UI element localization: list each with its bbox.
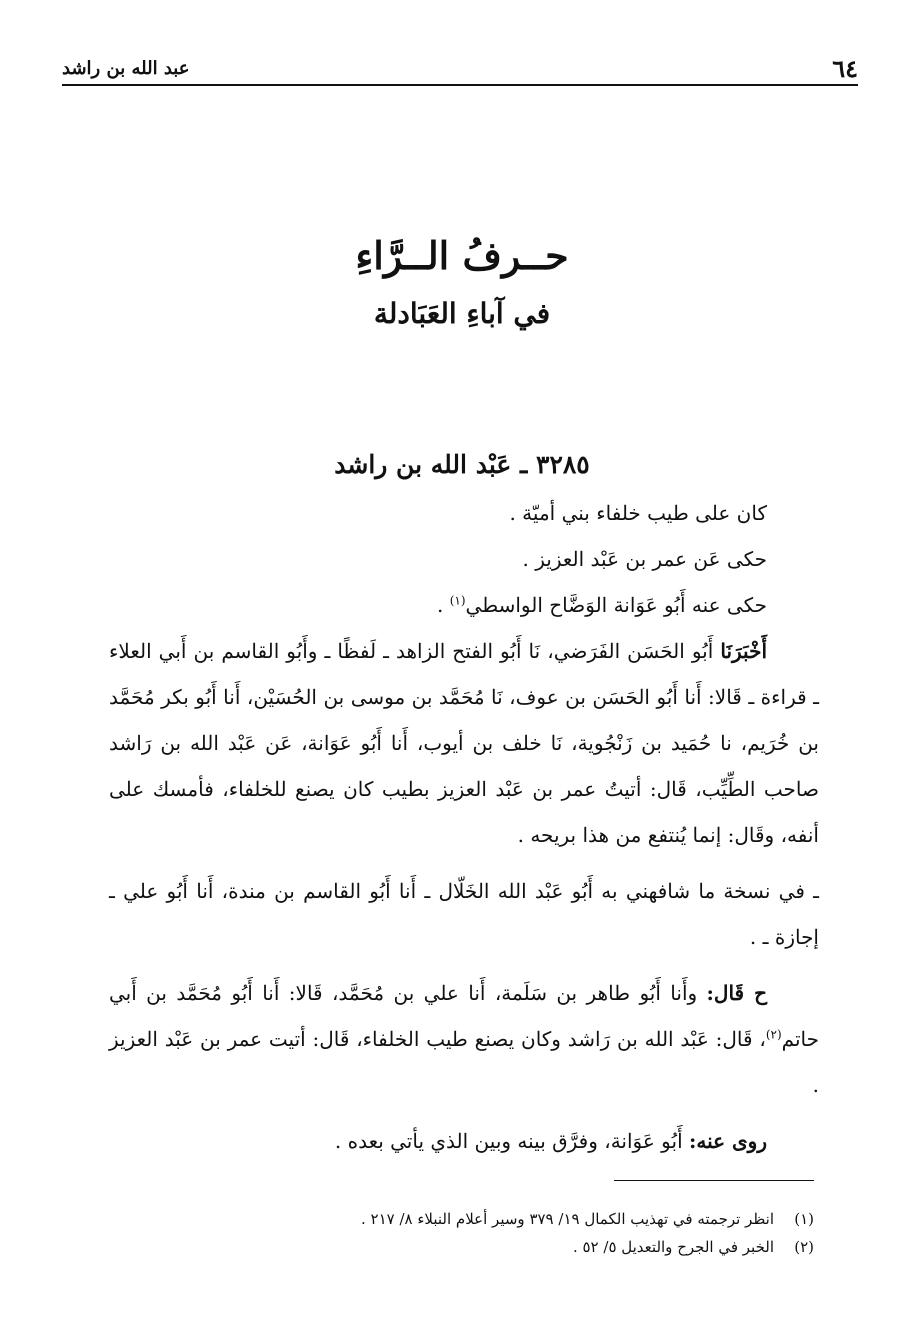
body-paragraph xyxy=(109,628,819,858)
footnote xyxy=(109,1233,814,1261)
paragraph-text: ، قَال: عَبْد الله بن رَاشد وكان يصنع طيب الخلفاء، قَال: أتيت عمر بن عَبْد العزيز . xyxy=(109,1027,819,1097)
running-header xyxy=(62,56,858,86)
footnote-number: (٢) xyxy=(794,1238,814,1256)
paragraph-text: أَبُو الحَسَن الفَرَضي، نَا أَبُو الفتح الزاهد ـ لَفظًا ـ وأَبُو القاسم بن أَبي العلاء ـ قراءة ـ قَالا: أَنا أَبُو الحَسَن بن عوف، نَا مُحَمَّد بن موسى بن الحُسَيْن، أَنا أَبُو بكر مُحَمَّد بن خُرَيم، نا حُمَيد بن زَنْجُوية، نَا خلف بن أيوب، أَنا أَبُو عَوَانة، عَن عَبْد الله بن رَاشد صاحب الطِّيِّب، قَال: أتيتُ عمر بن عَبْد العزيز بطيب كان يصنع للخلفاء، فأمسك على أنفه، وقَال: إنما يُنتفع من هذا بريحه . xyxy=(109,639,820,847)
paragraph-lead: ح قَال: xyxy=(706,981,767,1005)
footnote-ref: (١) xyxy=(449,593,466,608)
body-line: كان على طيب خلفاء بني أميّة . xyxy=(509,501,767,525)
footnote-text: الخبر في الجرح والتعديل ٥/ ٥٢ . xyxy=(572,1238,774,1256)
running-title: عبد الله بن راشد xyxy=(62,58,190,79)
chapter-title: حــرفُ الــرَّاءِ xyxy=(355,233,569,278)
footnote-ref: (٢) xyxy=(765,1027,782,1042)
footnote-number: (١) xyxy=(794,1210,814,1228)
body-line xyxy=(109,582,819,628)
paragraph-text: أَبُو عَوَانة، وفرَّق بينه وبين الذي يأتي بعده . xyxy=(334,1129,689,1153)
body-paragraph: ـ في نسخة ما شافهني به أَبُو عَبْد الله الخَلّال ـ أَنا أَبُو القاسم بن مندة، أَنا أَبُو علي ـ إجازة ـ . xyxy=(109,879,819,949)
entry-body xyxy=(109,490,819,1164)
body-line-text: حكى عنه أَبُو عَوَانة الوَضَّاح الواسطي xyxy=(465,593,767,617)
body-paragraph xyxy=(109,1118,819,1164)
body-paragraph xyxy=(109,970,819,1108)
entry-heading: ٣٢٨٥ ـ عَبْد الله بن راشد xyxy=(334,450,590,479)
body-line: حكى عَن عمر بن عَبْد العزيز . xyxy=(522,547,767,571)
chapter-subtitle: في آباءِ العَبَادلة xyxy=(373,297,551,330)
footnote xyxy=(109,1205,814,1233)
footnote-text: انظر ترجمته في تهذيب الكمال ١٩/ ٣٧٩ وسير أعلام النبلاء ٨/ ٢١٧ . xyxy=(360,1210,774,1228)
paragraph-text: وأَنا أَبُو طاهر بن سَلَمة، أَنا علي بن مُحَمَّد، قَالا: أَنا أَبُو مُحَمَّد بن أَبي حاتم xyxy=(109,981,819,1051)
paragraph-lead: روى عنه: xyxy=(688,1129,767,1153)
footnotes xyxy=(109,1205,814,1261)
paragraph-lead: أَخْبَرَنَا xyxy=(720,639,767,663)
footnote-divider xyxy=(614,1180,814,1181)
page-number: ٦٤ xyxy=(832,54,858,83)
body-line-end: . xyxy=(436,593,450,617)
